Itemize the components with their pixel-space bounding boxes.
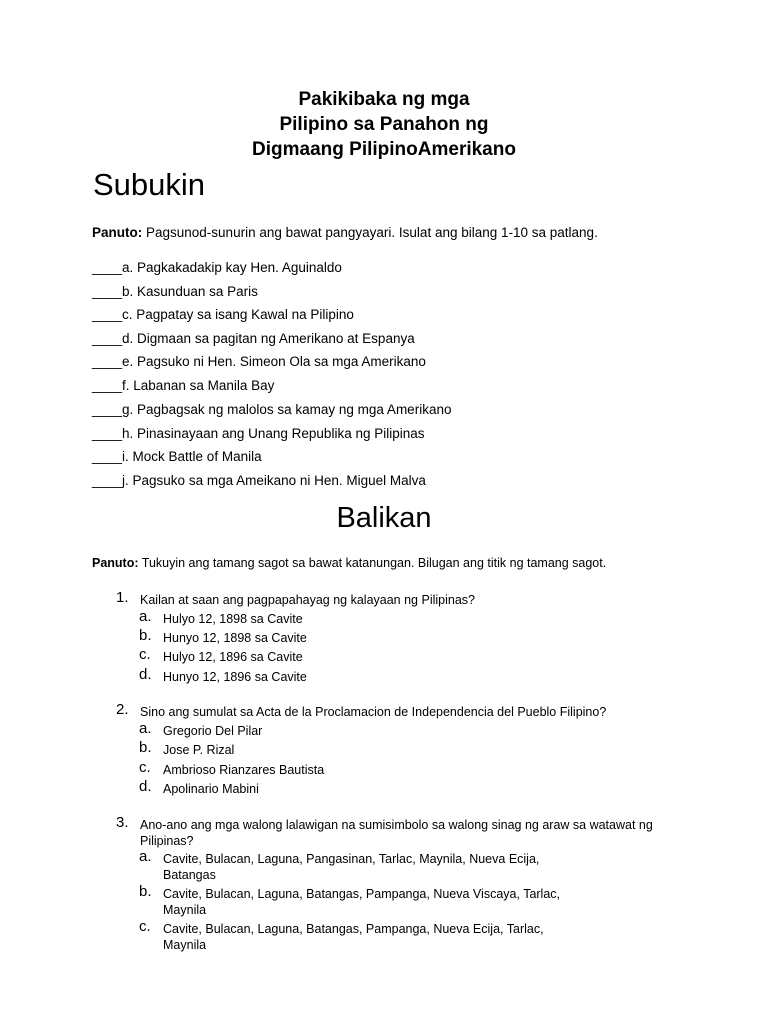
option-letter: d. [139, 666, 152, 683]
option-letter: b. [139, 739, 152, 756]
sequence-item-a: ____a. Pagkakadakip kay Hen. Aguinaldo [92, 260, 342, 275]
option-letter: c. [139, 759, 151, 776]
option-text: Hunyo 12, 1896 sa Cavite [163, 670, 307, 684]
subukin-heading: Subukin [93, 167, 206, 202]
option-text: Hulyo 12, 1896 sa Cavite [163, 650, 303, 664]
title-line-3: Digmaang PilipinoAmerikano [252, 139, 516, 160]
sequence-item-g: ____g. Pagbagsak ng malolos sa kamay ng mga Amerikano [92, 402, 452, 417]
option-text-line-2: Maynila [163, 938, 207, 952]
option-letter: c. [139, 646, 151, 663]
sequence-item-e: ____e. Pagsuko ni Hen. Simeon Ola sa mga Amerikano [92, 354, 426, 369]
sequence-item-b: ____b. Kasunduan sa Paris [92, 284, 258, 299]
instructions-label: Panuto: [92, 225, 143, 240]
option-letter: a. [139, 608, 152, 625]
question-text-line-1: Ano-ano ang mga walong lalawigan na sumisimbolo sa walong sinag ng araw sa watawat ng [140, 818, 653, 832]
option-text: Hunyo 12, 1898 sa Cavite [163, 631, 307, 645]
option-text-line-2: Maynila [163, 903, 207, 917]
sequence-item-j: ____j. Pagsuko sa mga Ameikano ni Hen. Miguel Malva [92, 473, 426, 488]
balikan-heading: Balikan [336, 502, 432, 534]
subukin-instructions [92, 225, 598, 240]
option-text: Gregorio Del Pilar [163, 724, 263, 738]
option-text-line-1: Cavite, Bulacan, Laguna, Batangas, Pampanga, Nueva Viscaya, Tarlac, [163, 887, 561, 901]
question-number: 2. [116, 701, 129, 718]
option-text: Ambrioso Rianzares Bautista [163, 763, 325, 777]
question-text: Sino ang sumulat sa Acta de la Proclamacion de Independencia del Pueblo Filipino? [140, 705, 607, 719]
option-text: Hulyo 12, 1898 sa Cavite [163, 612, 303, 626]
question-text-line-2: Pilipinas? [140, 834, 194, 848]
option-text-line-2: Batangas [163, 868, 216, 882]
option-letter: b. [139, 627, 152, 644]
question-number: 3. [116, 814, 129, 831]
title-line-1: Pakikibaka ng mga [298, 89, 470, 110]
instructions-text: Pagsunod-sunurin ang bawat pangyayari. Isulat ang bilang 1-10 sa patlang. [142, 225, 598, 240]
title-line-2: Pilipino sa Panahon ng [279, 114, 489, 135]
sequence-item-i: ____i. Mock Battle of Manila [92, 449, 262, 464]
sequence-item-h: ____h. Pinasinayaan ang Unang Republika ng Pilipinas [92, 426, 425, 441]
option-letter: c. [139, 918, 151, 935]
option-text-line-1: Cavite, Bulacan, Laguna, Batangas, Pampanga, Nueva Ecija, Tarlac, [163, 922, 544, 936]
question-number: 1. [116, 589, 129, 606]
sequence-item-d: ____d. Digmaan sa pagitan ng Amerikano at Espanya [92, 331, 415, 346]
sequence-item-f: ____f. Labanan sa Manila Bay [92, 378, 275, 393]
question-text: Kailan at saan ang pagpapahayag ng kalayaan ng Pilipinas? [140, 593, 475, 607]
option-text-line-1: Cavite, Bulacan, Laguna, Pangasinan, Tarlac, Maynila, Nueva Ecija, [163, 852, 540, 866]
option-letter: b. [139, 883, 152, 900]
option-text: Apolinario Mabini [163, 782, 259, 796]
option-letter: d. [139, 778, 152, 795]
option-letter: a. [139, 848, 152, 865]
sequence-item-c: ____c. Pagpatay sa isang Kawal na Pilipino [92, 307, 354, 322]
document-title [0, 87, 768, 162]
instructions-text: Tukuyin ang tamang sagot sa bawat katanungan. Bilugan ang titik ng tamang sagot. [138, 556, 607, 570]
option-text: Jose P. Rizal [163, 743, 235, 757]
option-letter: a. [139, 720, 152, 737]
instructions-label: Panuto: [92, 556, 139, 570]
balikan-instructions [92, 556, 606, 570]
